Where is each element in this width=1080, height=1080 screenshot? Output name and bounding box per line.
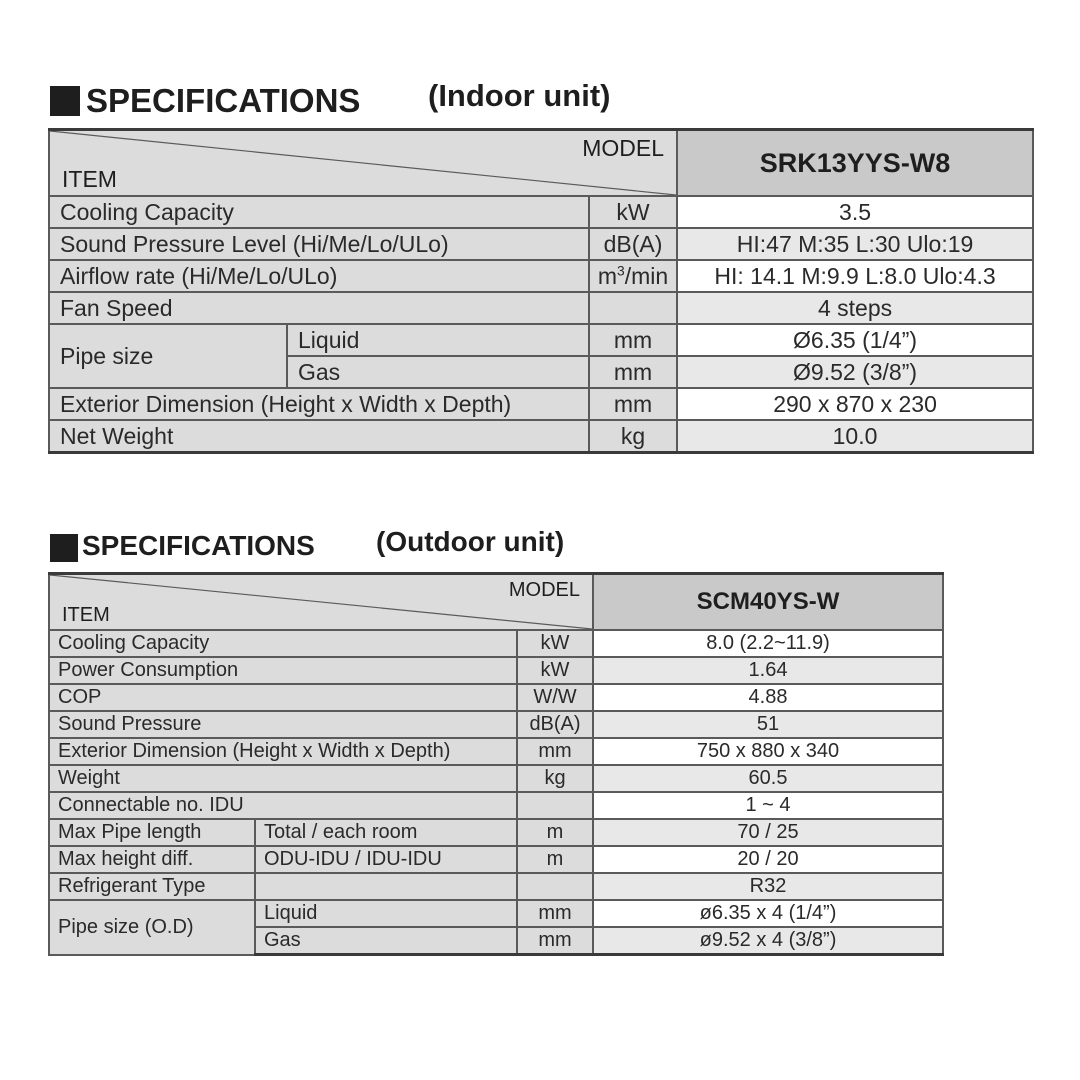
row-label: Cooling Capacity bbox=[49, 630, 517, 657]
row-label: Sound Pressure bbox=[49, 711, 517, 738]
row-unit: mm bbox=[517, 738, 593, 765]
row-unit bbox=[589, 292, 677, 324]
table-row bbox=[49, 388, 1033, 420]
row-label: Fan Speed bbox=[49, 292, 589, 324]
indoor-spec-table bbox=[48, 128, 1034, 454]
row-value: 1 ~ 4 bbox=[593, 792, 943, 819]
row-value: 60.5 bbox=[593, 765, 943, 792]
row-value: 290 x 870 x 230 bbox=[677, 388, 1033, 420]
row-unit bbox=[517, 792, 593, 819]
table-row bbox=[49, 228, 1033, 260]
row-value: ø6.35 x 4 (1/4”) bbox=[593, 900, 943, 927]
row-value: HI: 14.1 M:9.9 L:8.0 Ulo:4.3 bbox=[677, 260, 1033, 292]
table-row bbox=[49, 738, 943, 765]
row-unit: mm bbox=[589, 356, 677, 388]
row-value: 70 / 25 bbox=[593, 819, 943, 846]
row-value: 750 x 880 x 340 bbox=[593, 738, 943, 765]
row-unit: kg bbox=[517, 765, 593, 792]
row-label: Weight bbox=[49, 765, 517, 792]
table-row bbox=[49, 900, 943, 927]
row-label: Exterior Dimension (Height x Width x Depth) bbox=[49, 388, 589, 420]
row-sublabel: Liquid bbox=[287, 324, 589, 356]
row-unit: W/W bbox=[517, 684, 593, 711]
indoor-header-cell bbox=[49, 130, 677, 197]
row-label: Exterior Dimension (Height x Width x Depth) bbox=[49, 738, 517, 765]
outdoor-heading-subtitle: (Outdoor unit) bbox=[376, 526, 565, 557]
item-label: ITEM bbox=[62, 166, 117, 192]
row-unit: kW bbox=[517, 657, 593, 684]
row-value: 8.0 (2.2~11.9) bbox=[593, 630, 943, 657]
table-row bbox=[49, 292, 1033, 324]
table-row bbox=[49, 630, 943, 657]
table-row bbox=[49, 873, 943, 900]
unit-superscript: 3 bbox=[617, 262, 625, 278]
row-label: Refrigerant Type bbox=[49, 873, 255, 900]
model-label: MODEL bbox=[508, 579, 580, 601]
row-value: 4 steps bbox=[677, 292, 1033, 324]
row-label: COP bbox=[49, 684, 517, 711]
row-unit: kg bbox=[589, 420, 677, 453]
table-row bbox=[49, 260, 1033, 292]
table-row bbox=[49, 792, 943, 819]
row-unit: kW bbox=[589, 196, 677, 228]
table-row bbox=[49, 420, 1033, 453]
row-unit: m bbox=[517, 819, 593, 846]
row-value: Ø6.35 (1/4”) bbox=[677, 324, 1033, 356]
outdoor-spec-table bbox=[48, 572, 944, 956]
row-unit: kW bbox=[517, 630, 593, 657]
row-unit: mm bbox=[589, 324, 677, 356]
row-label: Cooling Capacity bbox=[49, 196, 589, 228]
row-label: Connectable no. IDU bbox=[49, 792, 517, 819]
row-value: 3.5 bbox=[677, 196, 1033, 228]
row-value: 20 / 20 bbox=[593, 846, 943, 873]
table-row bbox=[49, 819, 943, 846]
row-sublabel: Gas bbox=[287, 356, 589, 388]
table-row bbox=[49, 846, 943, 873]
row-sublabel: Gas bbox=[255, 927, 517, 955]
row-value: Ø9.52 (3/8”) bbox=[677, 356, 1033, 388]
unit-base: m bbox=[597, 262, 618, 289]
row-value: R32 bbox=[593, 873, 943, 900]
row-unit: dB(A) bbox=[589, 228, 677, 260]
model-value: SRK13YYS-W8 bbox=[677, 130, 1033, 197]
row-label: Max height diff. bbox=[49, 846, 255, 873]
row-sublabel: Total / each room bbox=[255, 819, 517, 846]
outdoor-heading-title: SPECIFICATIONS bbox=[82, 530, 315, 561]
row-value: 10.0 bbox=[677, 420, 1033, 453]
outdoor-header-cell bbox=[49, 574, 593, 631]
row-value: ø9.52 x 4 (3/8”) bbox=[593, 927, 943, 955]
row-value: 51 bbox=[593, 711, 943, 738]
row-value: HI:47 M:35 L:30 Ulo:19 bbox=[677, 228, 1033, 260]
row-label: Pipe size (O.D) bbox=[49, 900, 255, 955]
row-unit: dB(A) bbox=[517, 711, 593, 738]
row-value: 4.88 bbox=[593, 684, 943, 711]
heading-square-icon bbox=[50, 534, 78, 562]
row-label: Power Consumption bbox=[49, 657, 517, 684]
row-label: Max Pipe length bbox=[49, 819, 255, 846]
row-unit: mm bbox=[517, 927, 593, 955]
item-label: ITEM bbox=[62, 604, 110, 626]
row-label: Net Weight bbox=[49, 420, 589, 453]
table-row bbox=[49, 765, 943, 792]
unit-tail: /min bbox=[624, 262, 669, 289]
indoor-heading-subtitle: (Indoor unit) bbox=[428, 78, 611, 113]
model-value: SCM40YS-W bbox=[593, 574, 943, 631]
model-label: MODEL bbox=[582, 135, 665, 161]
table-row bbox=[49, 711, 943, 738]
row-sublabel: ODU-IDU / IDU-IDU bbox=[255, 846, 517, 873]
heading-square-icon bbox=[50, 86, 80, 116]
row-unit bbox=[517, 873, 593, 900]
row-sublabel: Liquid bbox=[255, 900, 517, 927]
row-label: Sound Pressure Level (Hi/Me/Lo/ULo) bbox=[49, 228, 589, 260]
row-unit: mm bbox=[517, 900, 593, 927]
table-row bbox=[49, 324, 1033, 356]
row-unit bbox=[589, 260, 677, 292]
row-label: Airflow rate (Hi/Me/Lo/ULo) bbox=[49, 260, 589, 292]
row-unit: mm bbox=[589, 388, 677, 420]
row-unit: m bbox=[517, 846, 593, 873]
row-value: 1.64 bbox=[593, 657, 943, 684]
indoor-heading-title: SPECIFICATIONS bbox=[86, 82, 361, 119]
row-sublabel bbox=[255, 873, 517, 900]
row-label: Pipe size bbox=[49, 324, 287, 388]
table-row bbox=[49, 196, 1033, 228]
table-row bbox=[49, 684, 943, 711]
table-row bbox=[49, 657, 943, 684]
